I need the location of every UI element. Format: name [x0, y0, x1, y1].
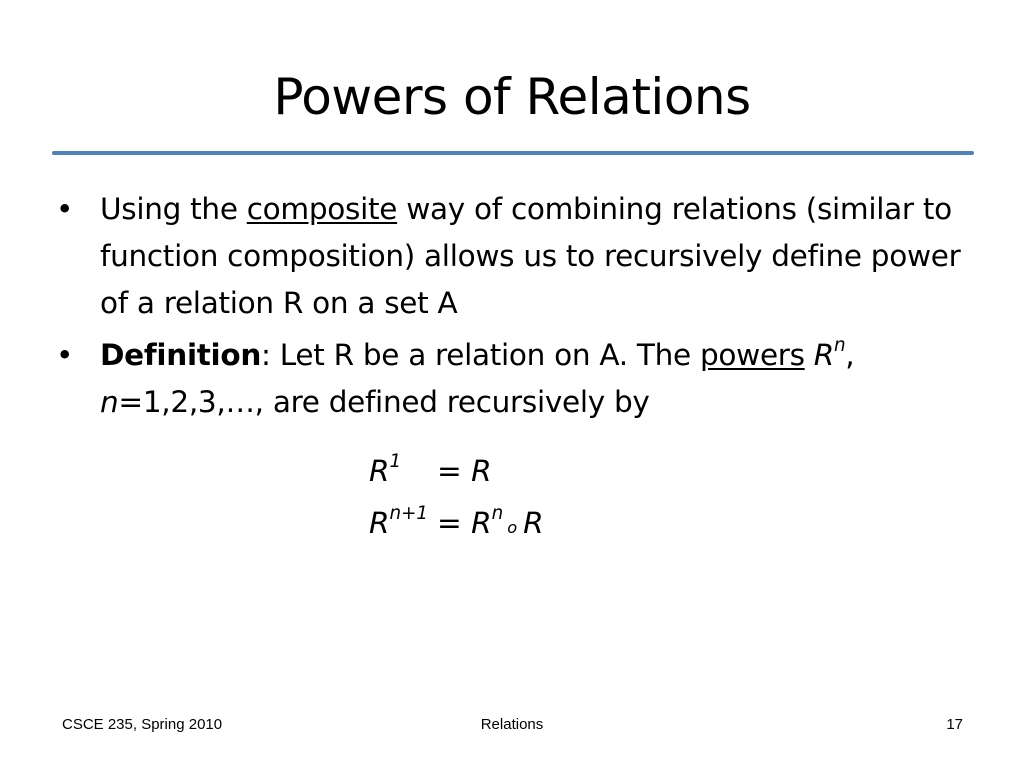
bullet-list	[56, 186, 986, 431]
footer-course: CSCE 235, Spring 2010	[62, 716, 223, 733]
underlined-term-composite: composite	[246, 192, 398, 226]
relation-symbol: R	[813, 338, 834, 372]
underlined-term-powers: powers	[699, 338, 805, 372]
bullet-text: =1,2,3,…, are defined recursively by	[118, 385, 650, 419]
title-divider	[52, 151, 974, 155]
equation-rhs: = $R^no$ R	[437, 503, 544, 540]
equation-rhs: = R	[437, 454, 492, 488]
bullet-text: way of combining relations (similar to function composition) allows us to recursively define power of a relation R on a set A	[100, 192, 961, 320]
slide-title: Powers of Relations	[273, 68, 751, 126]
composition-operator: o	[507, 518, 518, 537]
exponent-n: n	[833, 335, 846, 357]
bullet-text: : Let R be a relation on A. The	[261, 338, 700, 372]
footer-topic: Relations	[480, 716, 544, 733]
bullet-marker: •	[56, 192, 74, 226]
recursive-definition	[369, 445, 544, 554]
spacer-text	[805, 338, 814, 372]
index-variable: n	[100, 385, 119, 419]
bullet-item-definition	[56, 332, 986, 426]
equation-lhs: $R^1$	[369, 451, 402, 488]
bullet-text: ,	[845, 338, 855, 372]
bullet-item-composite	[56, 186, 986, 327]
slide-number: 17	[946, 716, 963, 733]
equation-lhs: $R^{n+1}$	[369, 503, 429, 540]
bullet-text: Using the	[100, 192, 247, 226]
bullet-marker: •	[56, 338, 74, 372]
definition-label: Definition	[100, 338, 262, 372]
equation-recursive-case	[369, 497, 544, 554]
equation-base-case	[369, 445, 544, 497]
